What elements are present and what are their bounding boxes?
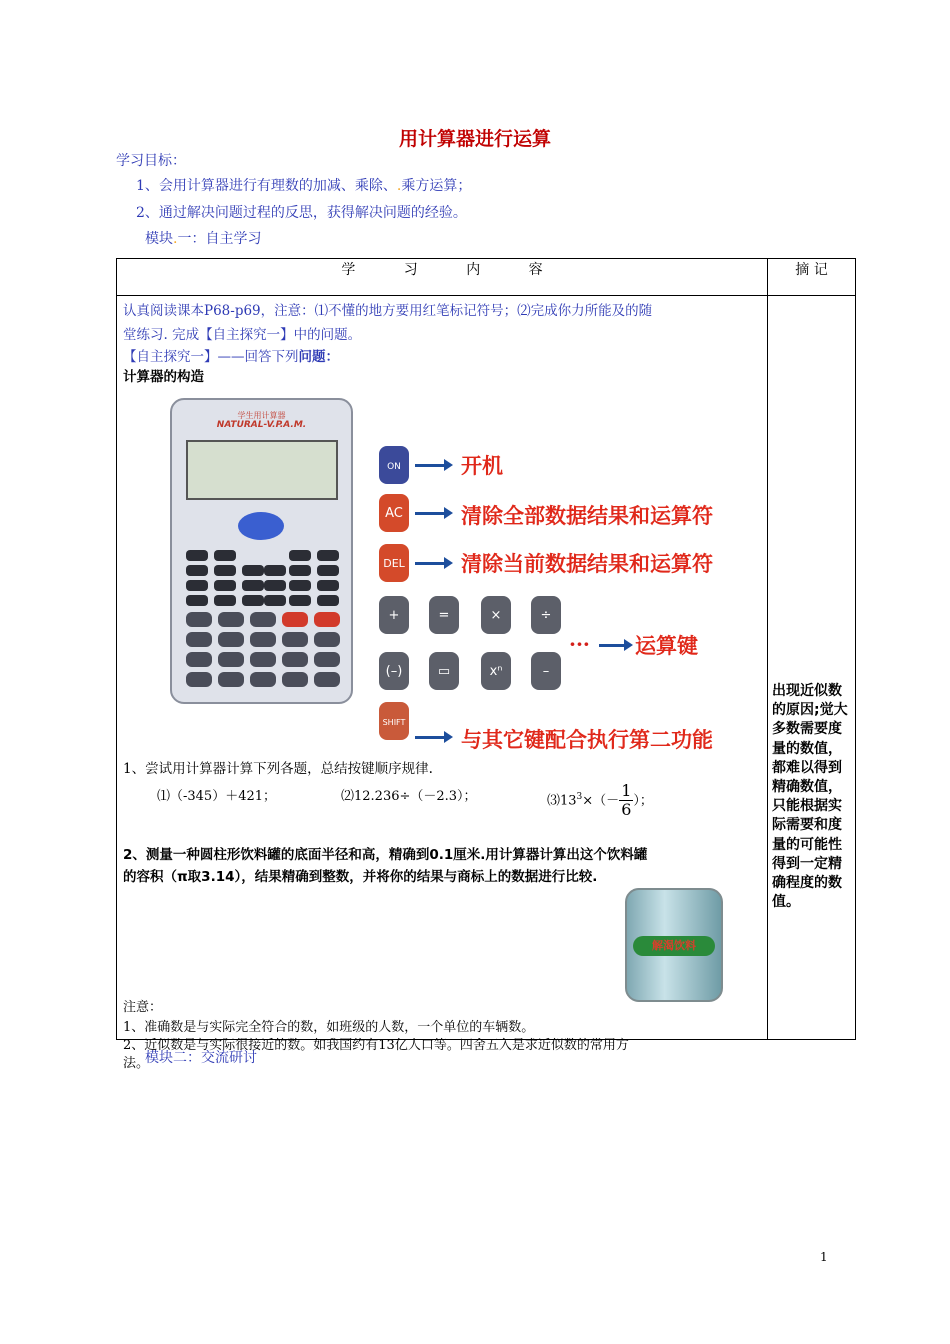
on-key-icon: ON (379, 446, 409, 484)
arrow-icon (599, 644, 625, 647)
objective-2: 2、通过解决问题过程的反思，获得解决问题的经验。 (136, 205, 467, 221)
ac-key-icon: AC (379, 494, 409, 532)
dots-icon: ··· (569, 632, 590, 656)
arrow-icon (415, 736, 445, 739)
drink-can-image (625, 888, 723, 1002)
divide-key-icon: ÷ (531, 596, 561, 634)
task-2-line-2: 的容积（π取3.14），结果精确到整数，并将你的结果与商标上的数据进行比较. (123, 869, 598, 885)
can-label: 解渴饮料 (633, 936, 715, 956)
calc-brand-top: 学生用计算器 (237, 411, 286, 420)
calculator-image (170, 398, 353, 704)
intro-line-2: 堂练习. 完成【自主探究一】中的问题。 (123, 327, 362, 343)
exercise-3: $⑶13^3\times(-$ $\frac{1}{6}$ ）； (547, 781, 653, 820)
intro-line-1: 认真阅读课本P68-p69，注意：⑴不懂的地方要用红笔标记符号；⑵完成你力所能及的随 (123, 303, 653, 319)
side-note: 出现近似数的原因;觉大多数需要度量的数值，都难以得到精确数值，只能根据实际需要和度量的可能性得到一定精确程度的数值。 (772, 683, 848, 911)
label-del: 清除当前数据结果和运算符 (461, 552, 713, 576)
notes-cell (768, 296, 856, 1040)
times-key-icon: × (481, 596, 511, 634)
note-2-line-2: 法。 (123, 1056, 150, 1071)
arrow-icon (415, 512, 445, 515)
page-number: 1 (820, 1250, 828, 1264)
plus-key-icon: + (379, 596, 409, 634)
task-2-line-1: 2、测量一种圆柱形饮料罐的底面半径和高，精确到0.1厘米.用计算器计算出这个饮料罐 (123, 847, 648, 863)
equals-key-icon: = (429, 596, 459, 634)
label-shift: 与其它键配合执行第二功能 (461, 728, 713, 752)
task-1: 1、尝试用计算器计算下列各题，总结按键顺序规律. (123, 761, 433, 777)
note-heading: 注意： (123, 1000, 163, 1015)
negative-key-icon: (–) (379, 652, 409, 690)
module-2-heading: 模块二：交流研讨 (145, 1050, 257, 1066)
minus-key-icon: – (531, 652, 561, 690)
power-key-icon: xⁿ (481, 652, 511, 690)
explore-heading: 【自主探究一】——回答下列问题： (123, 349, 339, 365)
note-2-line-1: 2、近似数是与实际很接近的数。如我国约有13亿人口等。四舍五入是求近似数的常用方 (123, 1038, 629, 1053)
objective-1: 1、会用计算器进行有理数的加减、乘除、.乘方运算； (136, 178, 472, 194)
del-key-icon: DEL (379, 544, 409, 582)
structure-heading: 计算器的构造 (123, 369, 204, 385)
header-notes: 摘 记 (768, 259, 856, 296)
fraction-key-icon: ▭ (429, 652, 459, 690)
exercise-2: ⑵12.236÷（－2.3）； (341, 789, 477, 804)
module-1-heading: 模块.一：自主学习 (145, 231, 262, 247)
label-ops: 运算键 (635, 634, 698, 658)
exercise-1: ⑴（-345）＋421； (157, 789, 277, 804)
calc-brand: NATURAL-V.P.A.M. (216, 420, 307, 430)
calc-screen (186, 440, 338, 500)
arrow-icon (415, 464, 445, 467)
shift-key-icon: SHIFT (379, 702, 409, 740)
label-ac: 清除全部数据结果和运算符 (461, 504, 713, 528)
objectives-heading: 学习目标： (116, 153, 186, 169)
calc-dpad (238, 512, 284, 540)
note-1: 1、准确数是与实际完全符合的数，如班级的人数，一个单位的车辆数。 (123, 1020, 535, 1035)
header-content: 学 习 内 容 (117, 259, 768, 296)
arrow-icon (415, 562, 445, 565)
label-on: 开机 (461, 454, 503, 478)
page-title: 用计算器进行运算 (398, 128, 551, 150)
